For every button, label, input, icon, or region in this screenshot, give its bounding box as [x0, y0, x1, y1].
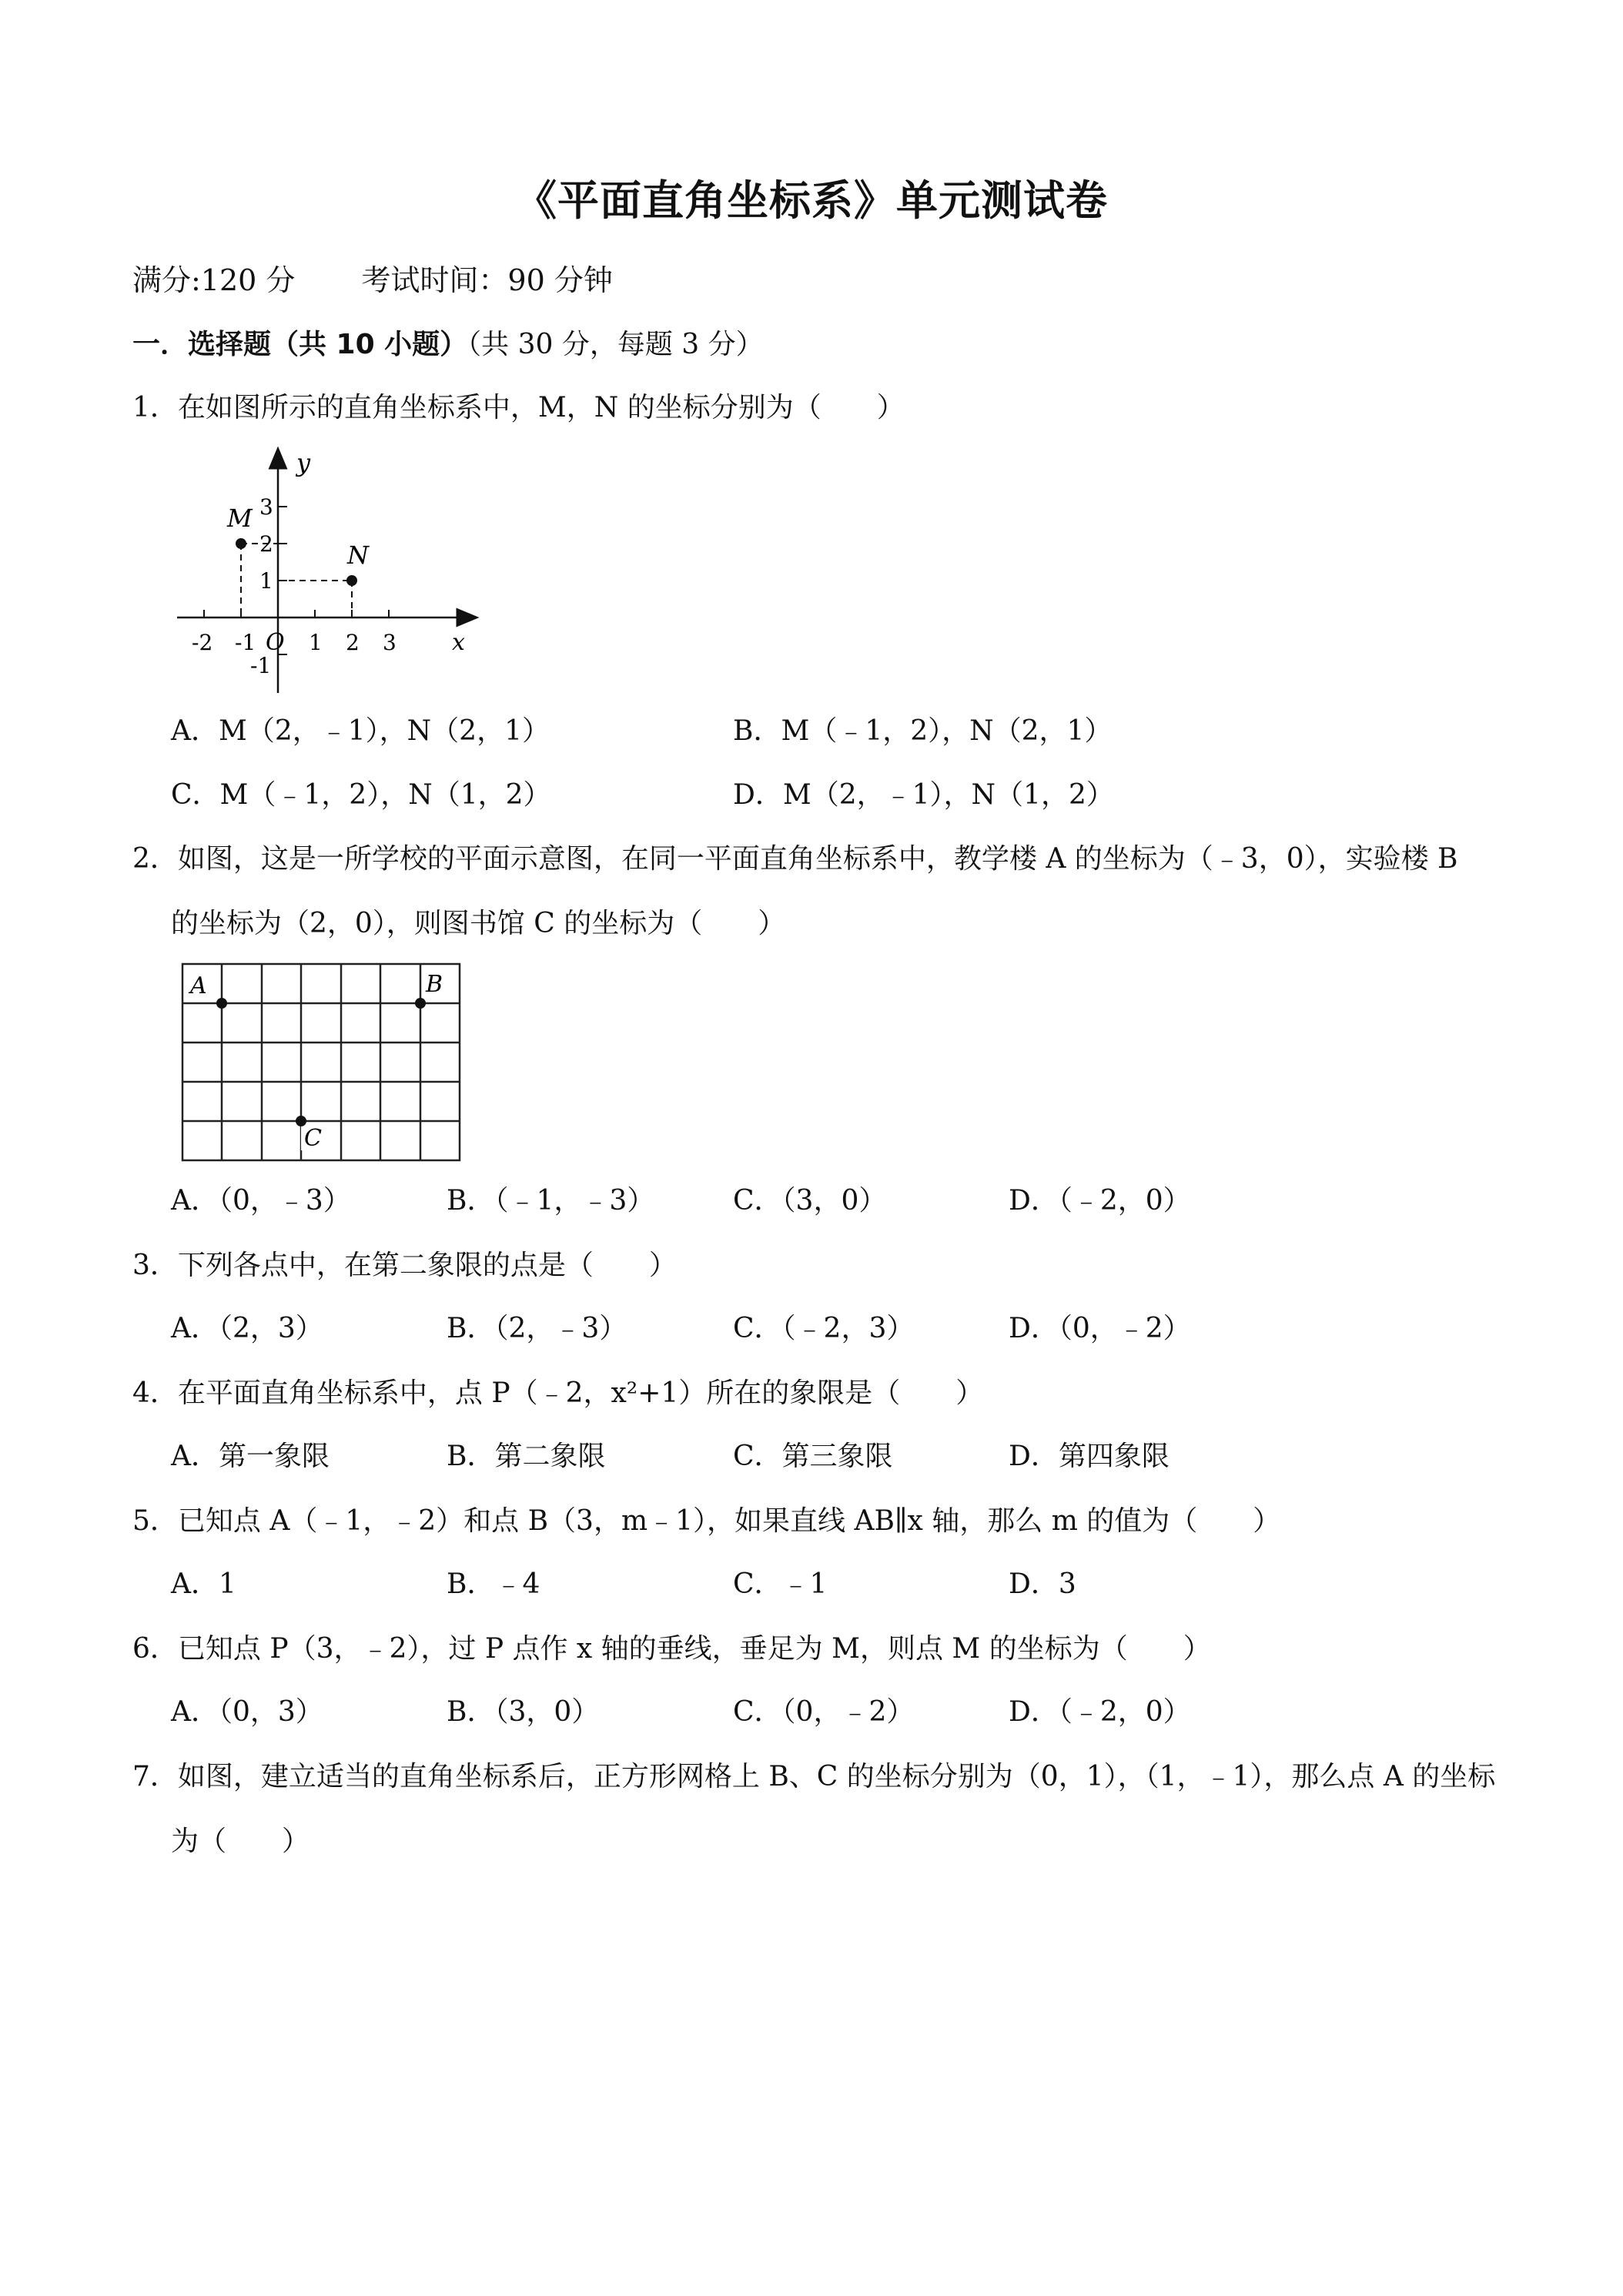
exam-meta — [132, 262, 613, 299]
question-4 — [132, 1375, 983, 1412]
option-d[interactable]: D．（﹣2，0） — [1009, 1696, 1191, 1728]
option-b[interactable]: B．（2，﹣3） — [447, 1313, 627, 1344]
option-d[interactable]: D．3 — [1009, 1568, 1076, 1600]
question-number: 1． — [132, 392, 178, 423]
question-text: 下列各点中，在第二象限的点是（ ） — [177, 1250, 677, 1281]
page-title: 《平面直角坐标系》单元测试卷 — [515, 176, 1108, 225]
point-m-label: M — [227, 504, 253, 533]
option-b[interactable]: B．M（﹣1，2），N（2，1） — [733, 715, 1113, 747]
option-b[interactable]: B．（﹣1，﹣3） — [447, 1185, 655, 1217]
option-c[interactable]: C．（3，0） — [733, 1185, 887, 1217]
question-text: 如图，建立适当的直角坐标系后，正方形网格上 B、C 的坐标分别为（0，1），（1，﹣1），那么点 A 的坐标 — [177, 1761, 1496, 1792]
question-number: 2． — [132, 843, 178, 875]
option-c[interactable]: C．（﹣2，3） — [733, 1313, 915, 1344]
option-c[interactable]: C．M（﹣1，2），N（1，2） — [171, 779, 551, 811]
question-number: 7． — [132, 1761, 178, 1792]
question-text: 在如图所示的直角坐标系中，M，N 的坐标分别为（ ） — [177, 392, 905, 423]
point-c-label: C — [304, 1125, 322, 1152]
section-scoring: （共 30 分，每题 3 分） — [467, 329, 764, 360]
option-a[interactable]: A．第一象限 — [171, 1441, 330, 1472]
question-1 — [132, 390, 905, 427]
point-m — [236, 538, 246, 549]
question-number: 6． — [132, 1633, 178, 1665]
point-b — [415, 998, 426, 1009]
x-tick-label: -2 — [192, 630, 213, 655]
option-c[interactable]: C．第三象限 — [733, 1441, 893, 1472]
option-a[interactable]: A．（0，3） — [171, 1696, 323, 1728]
question-text: 在平面直角坐标系中，点 P（﹣2，x²+1）所在的象限是（ ） — [177, 1377, 984, 1409]
x-tick-label: 1 — [309, 630, 323, 655]
option-b[interactable]: B．第二象限 — [447, 1441, 606, 1472]
question-2-continued: 的坐标为（2，0），则图书馆 C 的坐标为（ ） — [171, 908, 786, 939]
x-tick-label: 2 — [346, 630, 360, 655]
question-7-continued: 为（ ） — [171, 1826, 310, 1857]
option-b[interactable]: B．﹣4 — [447, 1568, 540, 1600]
x-tick-label: 3 — [383, 630, 397, 655]
option-a[interactable]: A．M（2，﹣1），N（2，1） — [171, 715, 550, 747]
question-text: 如图，这是一所学校的平面示意图，在同一平面直角坐标系中，教学楼 A 的坐标为（﹣3，0），实验楼 B — [177, 843, 1458, 875]
exam-time: 考试时间：90 分钟 — [361, 263, 613, 297]
option-c[interactable]: C．﹣1 — [733, 1568, 828, 1600]
section-heading — [132, 326, 764, 363]
option-a[interactable]: A．（0，﹣3） — [171, 1185, 351, 1217]
origin-label: O — [266, 629, 285, 656]
x-axis-label: x — [452, 629, 465, 656]
question-7 — [132, 1759, 1495, 1796]
question-text: 已知点 A（﹣1，﹣2）和点 B（3，m﹣1），如果直线 AB∥x 轴，那么 m 的值为（ ） — [177, 1505, 1281, 1537]
section-title: 一．选择题（共 10 小题） — [132, 329, 468, 360]
q1-coordinate-figure — [173, 447, 481, 701]
y-tick-label: 3 — [259, 494, 273, 520]
option-d[interactable]: D．（0，﹣2） — [1009, 1313, 1191, 1344]
point-a — [216, 998, 227, 1009]
y-tick-label: 2 — [259, 531, 273, 557]
question-6 — [132, 1631, 1211, 1668]
y-axis-label: y — [296, 448, 311, 477]
option-a[interactable]: A．（2，3） — [171, 1313, 323, 1344]
question-number: 4． — [132, 1377, 178, 1409]
q2-grid-figure — [179, 961, 469, 1164]
y-tick-label: -1 — [250, 653, 272, 678]
option-d[interactable]: D．M（2，﹣1），N（1，2） — [733, 779, 1114, 811]
point-n — [346, 575, 357, 586]
option-d[interactable]: D．（﹣2，0） — [1009, 1185, 1191, 1217]
question-text: 已知点 P（3，﹣2），过 P 点作 x 轴的垂线，垂足为 M，则点 M 的坐标为（ ） — [177, 1633, 1211, 1665]
option-b[interactable]: B．（3，0） — [447, 1696, 600, 1728]
x-tick-label: -1 — [235, 630, 256, 655]
point-b-label: B — [426, 971, 443, 998]
option-d[interactable]: D．第四象限 — [1009, 1441, 1170, 1472]
point-n-label: N — [347, 541, 369, 570]
question-number: 5． — [132, 1505, 178, 1537]
y-tick-label: 1 — [259, 568, 273, 594]
option-c[interactable]: C．（0，﹣2） — [733, 1696, 915, 1728]
question-5 — [132, 1503, 1280, 1540]
point-a-label: A — [190, 972, 207, 999]
option-a[interactable]: A．1 — [171, 1568, 236, 1600]
question-3 — [132, 1247, 677, 1284]
question-2 — [132, 841, 1458, 878]
full-score: 满分:120 分 — [132, 263, 296, 297]
question-number: 3． — [132, 1250, 178, 1281]
